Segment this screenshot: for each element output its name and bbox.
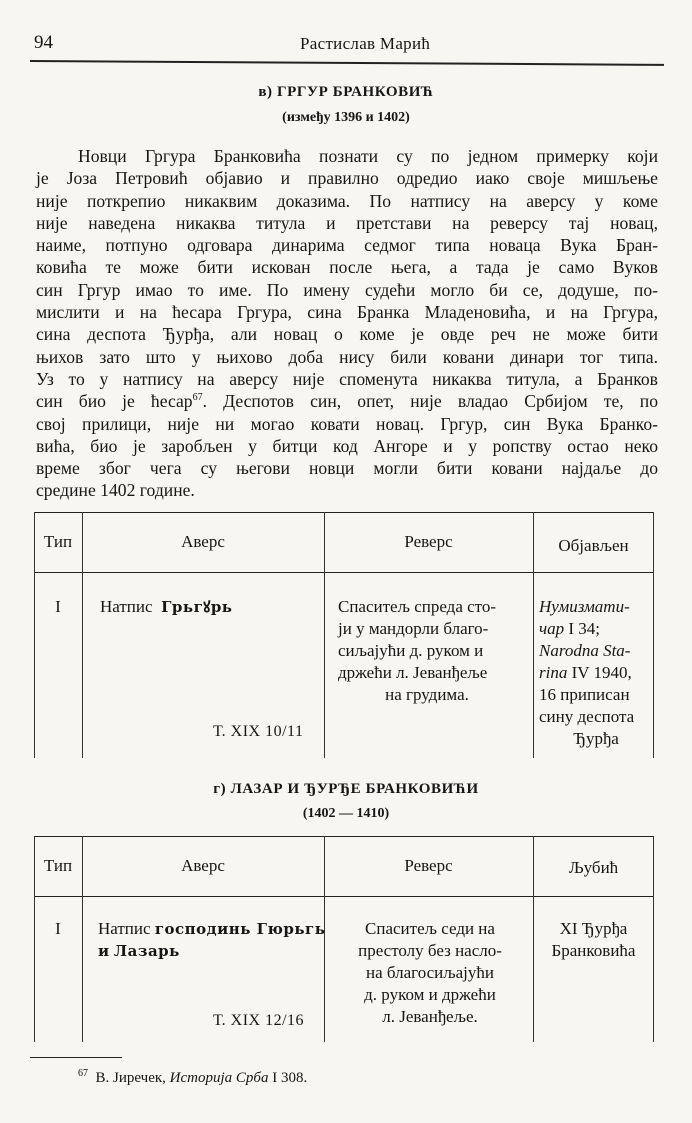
published-line: Ђурђа [573,729,619,748]
column-header-revers: Реверс [404,856,453,875]
text-line: син Гргур имао то име. По имену судећи могло би се, додуше, по- [36,279,658,300]
revers-line: Спаситељ седи на [365,919,495,938]
published-line: XI Ђурђа [559,919,628,938]
text-line: мислити и на ћесара Гргура, сина Бранка Младеновића, и на Гргура, [36,302,658,323]
page-number: 94 [34,32,53,53]
revers-line: на грудима. [385,685,469,704]
column-header-published: Објављен [558,536,629,555]
avers-label: Натпис [100,597,153,616]
table-rule-top [34,512,654,513]
published-line: Narodna Sta- [539,641,631,660]
published-line: Нумизмати- [539,597,630,616]
footnote [78,1070,307,1087]
text-line: њихов зато што у њихово доба нису били ковани динари тог типа. [36,346,658,367]
body-paragraph [36,145,658,502]
published-italic: чар [539,619,565,638]
published-line [539,662,653,684]
text-line: време због чега су његови новци могли бити ковани најдаље до [36,458,658,479]
column-header-type: Тип [43,532,73,551]
footnote-marker: 67 [78,1068,88,1079]
coin-table-grgur [34,512,654,760]
text-line: средине 1402 године. [36,480,195,501]
published-line [539,618,653,640]
text-line: ковића те може бити искован после њега, а тада је само Вуков [36,257,658,278]
avers-label: Натпис [98,919,151,938]
avers-line [98,940,325,962]
section-title: г) ЛАЗАР И ЂУРЂЕ БРАНКОВИЋИ [213,781,479,797]
text-line: није поткрепио никаквим доказима. По натпису на аверсу у коме [36,190,658,211]
text-line: свој прилици, није ни могао ковати новац. Гргур, син Вука Бранко- [36,413,658,434]
head-rule [30,60,664,66]
published-text: IV 1940, [567,663,632,682]
section-title: в) ГРГУР БРАНКОВИЋ [258,84,434,100]
revers-line: сиљајући д. руком и [338,641,484,660]
text-line: вића, био је заробљен у битци код Ангоре и у ропству остао неко [36,435,658,456]
section-subtitle: (између 1396 и 1402) [282,110,410,125]
column-header-avers: Аверс [181,532,225,551]
footnote-text: I 308. [272,1070,308,1086]
avers-legend: господинь Гюрьгь [154,920,326,938]
cell-avers [100,596,232,618]
text-fragment: . Деспотов син, опет, није владао Србијом те, по [202,391,659,412]
revers-line: држећи л. Јеванђеље [338,663,488,682]
running-head-author: Растислав Марић [300,34,431,53]
avers-legend: Грьгꙋрь [161,598,233,616]
avers-line [98,918,325,940]
published-text: I 34; [564,619,601,638]
text-line: је Јоза Петровић објавио и правилно одредио иако своје мишљење [36,168,658,189]
text-line: наиме, потпуно одговара динарима седмог типа новаца Вука Бран- [36,235,658,256]
revers-line: на благосиљајући [366,963,494,982]
running-head [30,32,662,62]
column-header-revers: Реверс [404,532,453,551]
published-line: сину деспота [539,707,635,726]
avers-conjunction: и [98,942,110,960]
cell-revers [338,596,530,706]
text-line: сина деспота Ђурђа, али новац о коме је овде реч не може бити [36,324,658,345]
cell-published [533,918,654,962]
footnote-text: В. Јиречек, [95,1070,166,1086]
section-subtitle: (1402 — 1410) [302,806,390,821]
published-line: Бранковића [551,941,636,960]
table-rule-header [34,572,654,573]
avers-legend: Лазарь [113,942,180,960]
plate-reference: Т. XIX 10/11 [213,723,304,740]
text-line: Новци Гргура Бранковића познати су по једном примерку који [78,146,658,166]
coin-table-lazar-djuradj [34,836,654,1046]
revers-line: ји у мандорли благо- [338,619,489,638]
published-italic: rina [539,663,568,682]
table-rule-header [34,896,654,897]
column-header-type: Тип [43,856,73,875]
cell-revers [330,918,530,1028]
revers-line: д. руком и држећи [364,985,496,1004]
published-line: 16 приписан [539,685,630,704]
plate-reference: Т. XIX 12/16 [213,1012,305,1029]
cell-published [539,596,653,750]
footnote-title: Историја Срба [169,1070,269,1086]
cell-avers [98,918,325,962]
footnote-rule [30,1057,122,1058]
footnote-ref[interactable]: 67 [192,392,203,404]
table-rule-top [34,836,654,837]
column-header-published: Љубић [568,858,619,877]
column-header-avers: Аверс [181,856,225,875]
text-line: Уз то у натпису на аверсу није споменута никаква титула, а Бранков [36,368,658,389]
text-fragment: син био је ћесар [36,391,193,412]
text-line-footnote-ref [36,390,658,412]
revers-line: престолу без насло- [358,941,502,960]
revers-line: Спаситељ спреда сто- [338,597,497,616]
cell-type: I [55,919,61,938]
cell-type: I [55,597,61,616]
text-line: није наведена никаква титула и претстави на реверсу тај новац, [36,212,658,233]
revers-line: л. Јеванђеље. [382,1007,478,1026]
